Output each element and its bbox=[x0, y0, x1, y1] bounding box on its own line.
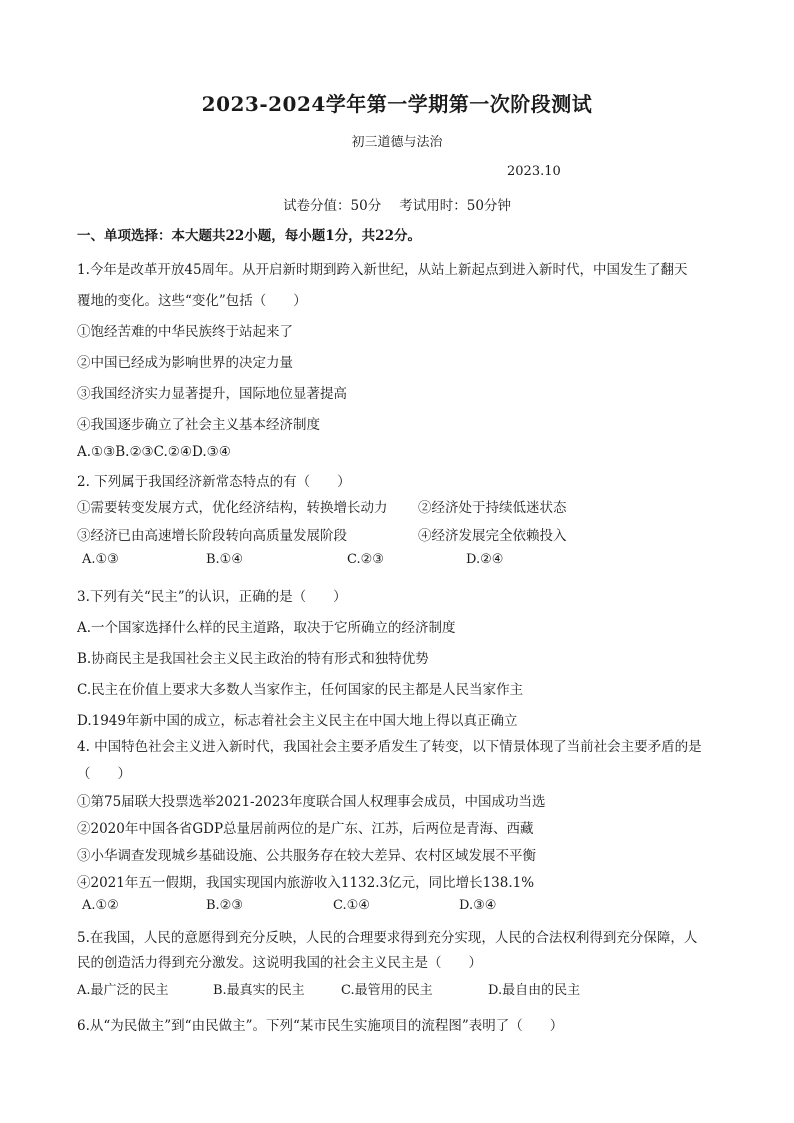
question-4-option-d: D.③④ bbox=[459, 898, 497, 913]
question-1-stem-line-1: 1.今年是改革开放45周年。从开启新时期到跨入新世纪，从站上新起点到进入新时代，中国发生了翻天 bbox=[77, 262, 688, 278]
question-5-stem-line-2: 民的创造活力得到充分激发。这说明我国的社会主义民主是（ ） bbox=[77, 955, 482, 971]
question-5-option-c: C.最管用的民主 bbox=[341, 983, 433, 998]
question-3-option-c: C.民主在价值上要求大多数人当家作主，任何国家的民主都是人民当家作主 bbox=[77, 682, 524, 698]
question-2-option-a: A.①③ bbox=[82, 552, 119, 567]
score-info: 试卷分值：50分 bbox=[283, 198, 382, 214]
question-4-statement-1: ①第75届联大投票选举2021-2023年度联合国人权理事会成员，中国成功当选 bbox=[77, 794, 546, 810]
question-2-statement-4: ④经济发展完全依赖投入 bbox=[418, 528, 567, 544]
question-5-option-b: B.最真实的民主 bbox=[213, 983, 305, 998]
question-6-stem: 6.从“为民做主”到“由民做主”。下列“某市民生实施项目的流程图”表明了（ ） bbox=[77, 1018, 564, 1034]
question-4-stem-line-1: 4. 中国特色社会主义进入新时代，我国社会主要矛盾发生了转变，以下情景体现了当前社会主要矛盾的是 bbox=[77, 739, 702, 755]
question-5-option-d: D.最自由的民主 bbox=[488, 983, 581, 998]
question-1-statement-2: ②中国已经成为影响世界的决定力量 bbox=[77, 355, 293, 371]
question-5-option-a: A.最广泛的民主 bbox=[77, 983, 169, 998]
question-3-option-b: B.协商民主是我国社会主义民主政治的特有形式和独特优势 bbox=[77, 651, 429, 667]
question-4-statement-4: ④2021年五一假期，我国实现国内旅游收入1132.3亿元，同比增长138.1% bbox=[77, 875, 535, 891]
question-4-option-a: A.①② bbox=[82, 898, 119, 913]
question-1-statement-3: ③我国经济实力显著提升，国际地位显著提高 bbox=[77, 386, 347, 402]
question-2-statement-2: ②经济处于持续低迷状态 bbox=[418, 500, 567, 516]
question-3-option-d: D.1949年新中国的成立，标志着社会主义民主在中国大地上得以真正确立 bbox=[77, 713, 518, 729]
question-2-stem: 2. 下列属于我国经济新常态特点的有（ ） bbox=[77, 474, 351, 490]
question-2-option-c: C.②③ bbox=[347, 552, 384, 567]
question-4-statement-2: ②2020年中国各省GDP总量居前两位的是广东、江苏，后两位是青海、西藏 bbox=[77, 821, 534, 837]
time-info: 考试用时：50分钟 bbox=[399, 198, 511, 214]
question-3-option-a: A.一个国家选择什么样的民主道路，取决于它所确立的经济制度 bbox=[77, 620, 456, 636]
exam-title: 2023-2024学年第一学期第一次阶段测试 bbox=[201, 92, 593, 116]
section-heading: 一、单项选择：本大题共22小题，每小题1分，共22分。 bbox=[77, 228, 421, 244]
question-1-options: A.①③B.②③C.②④D.③④ bbox=[77, 444, 231, 460]
question-4-statement-3: ③小华调查发现城乡基础设施、公共服务存在较大差异、农村区域发展不平衡 bbox=[77, 848, 536, 864]
exam-date: 2023.10 bbox=[507, 164, 561, 179]
question-3-stem: 3.下列有关“民主”的认识，正确的是（ ） bbox=[77, 589, 347, 605]
exam-subject: 初三道德与法治 bbox=[351, 135, 443, 150]
question-4-stem-line-2: （ ） bbox=[77, 766, 131, 782]
question-2-statement-3: ③经济已由高速增长阶段转向高质量发展阶段 bbox=[77, 528, 347, 544]
question-2-statement-1: ①需要转变发展方式，优化经济结构，转换增长动力 bbox=[77, 500, 388, 516]
question-5-stem-line-1: 5.在我国，人民的意愿得到充分反映，人民的合理要求得到充分实现，人民的合法权利得到充分保障，人 bbox=[77, 930, 698, 946]
question-2-option-b: B.①④ bbox=[206, 552, 243, 567]
question-4-option-c: C.①④ bbox=[333, 898, 370, 913]
question-1-statement-1: ①饱经苦难的中华民族终于站起来了 bbox=[77, 324, 293, 340]
question-4-option-b: B.②③ bbox=[206, 898, 243, 913]
question-1-statement-4: ④我国逐步确立了社会主义基本经济制度 bbox=[77, 417, 320, 433]
question-2-option-d: D.②④ bbox=[466, 552, 504, 567]
exam-meta bbox=[0, 194, 794, 214]
question-1-stem-line-2: 覆地的变化。这些“变化”包括（ ） bbox=[77, 293, 307, 309]
